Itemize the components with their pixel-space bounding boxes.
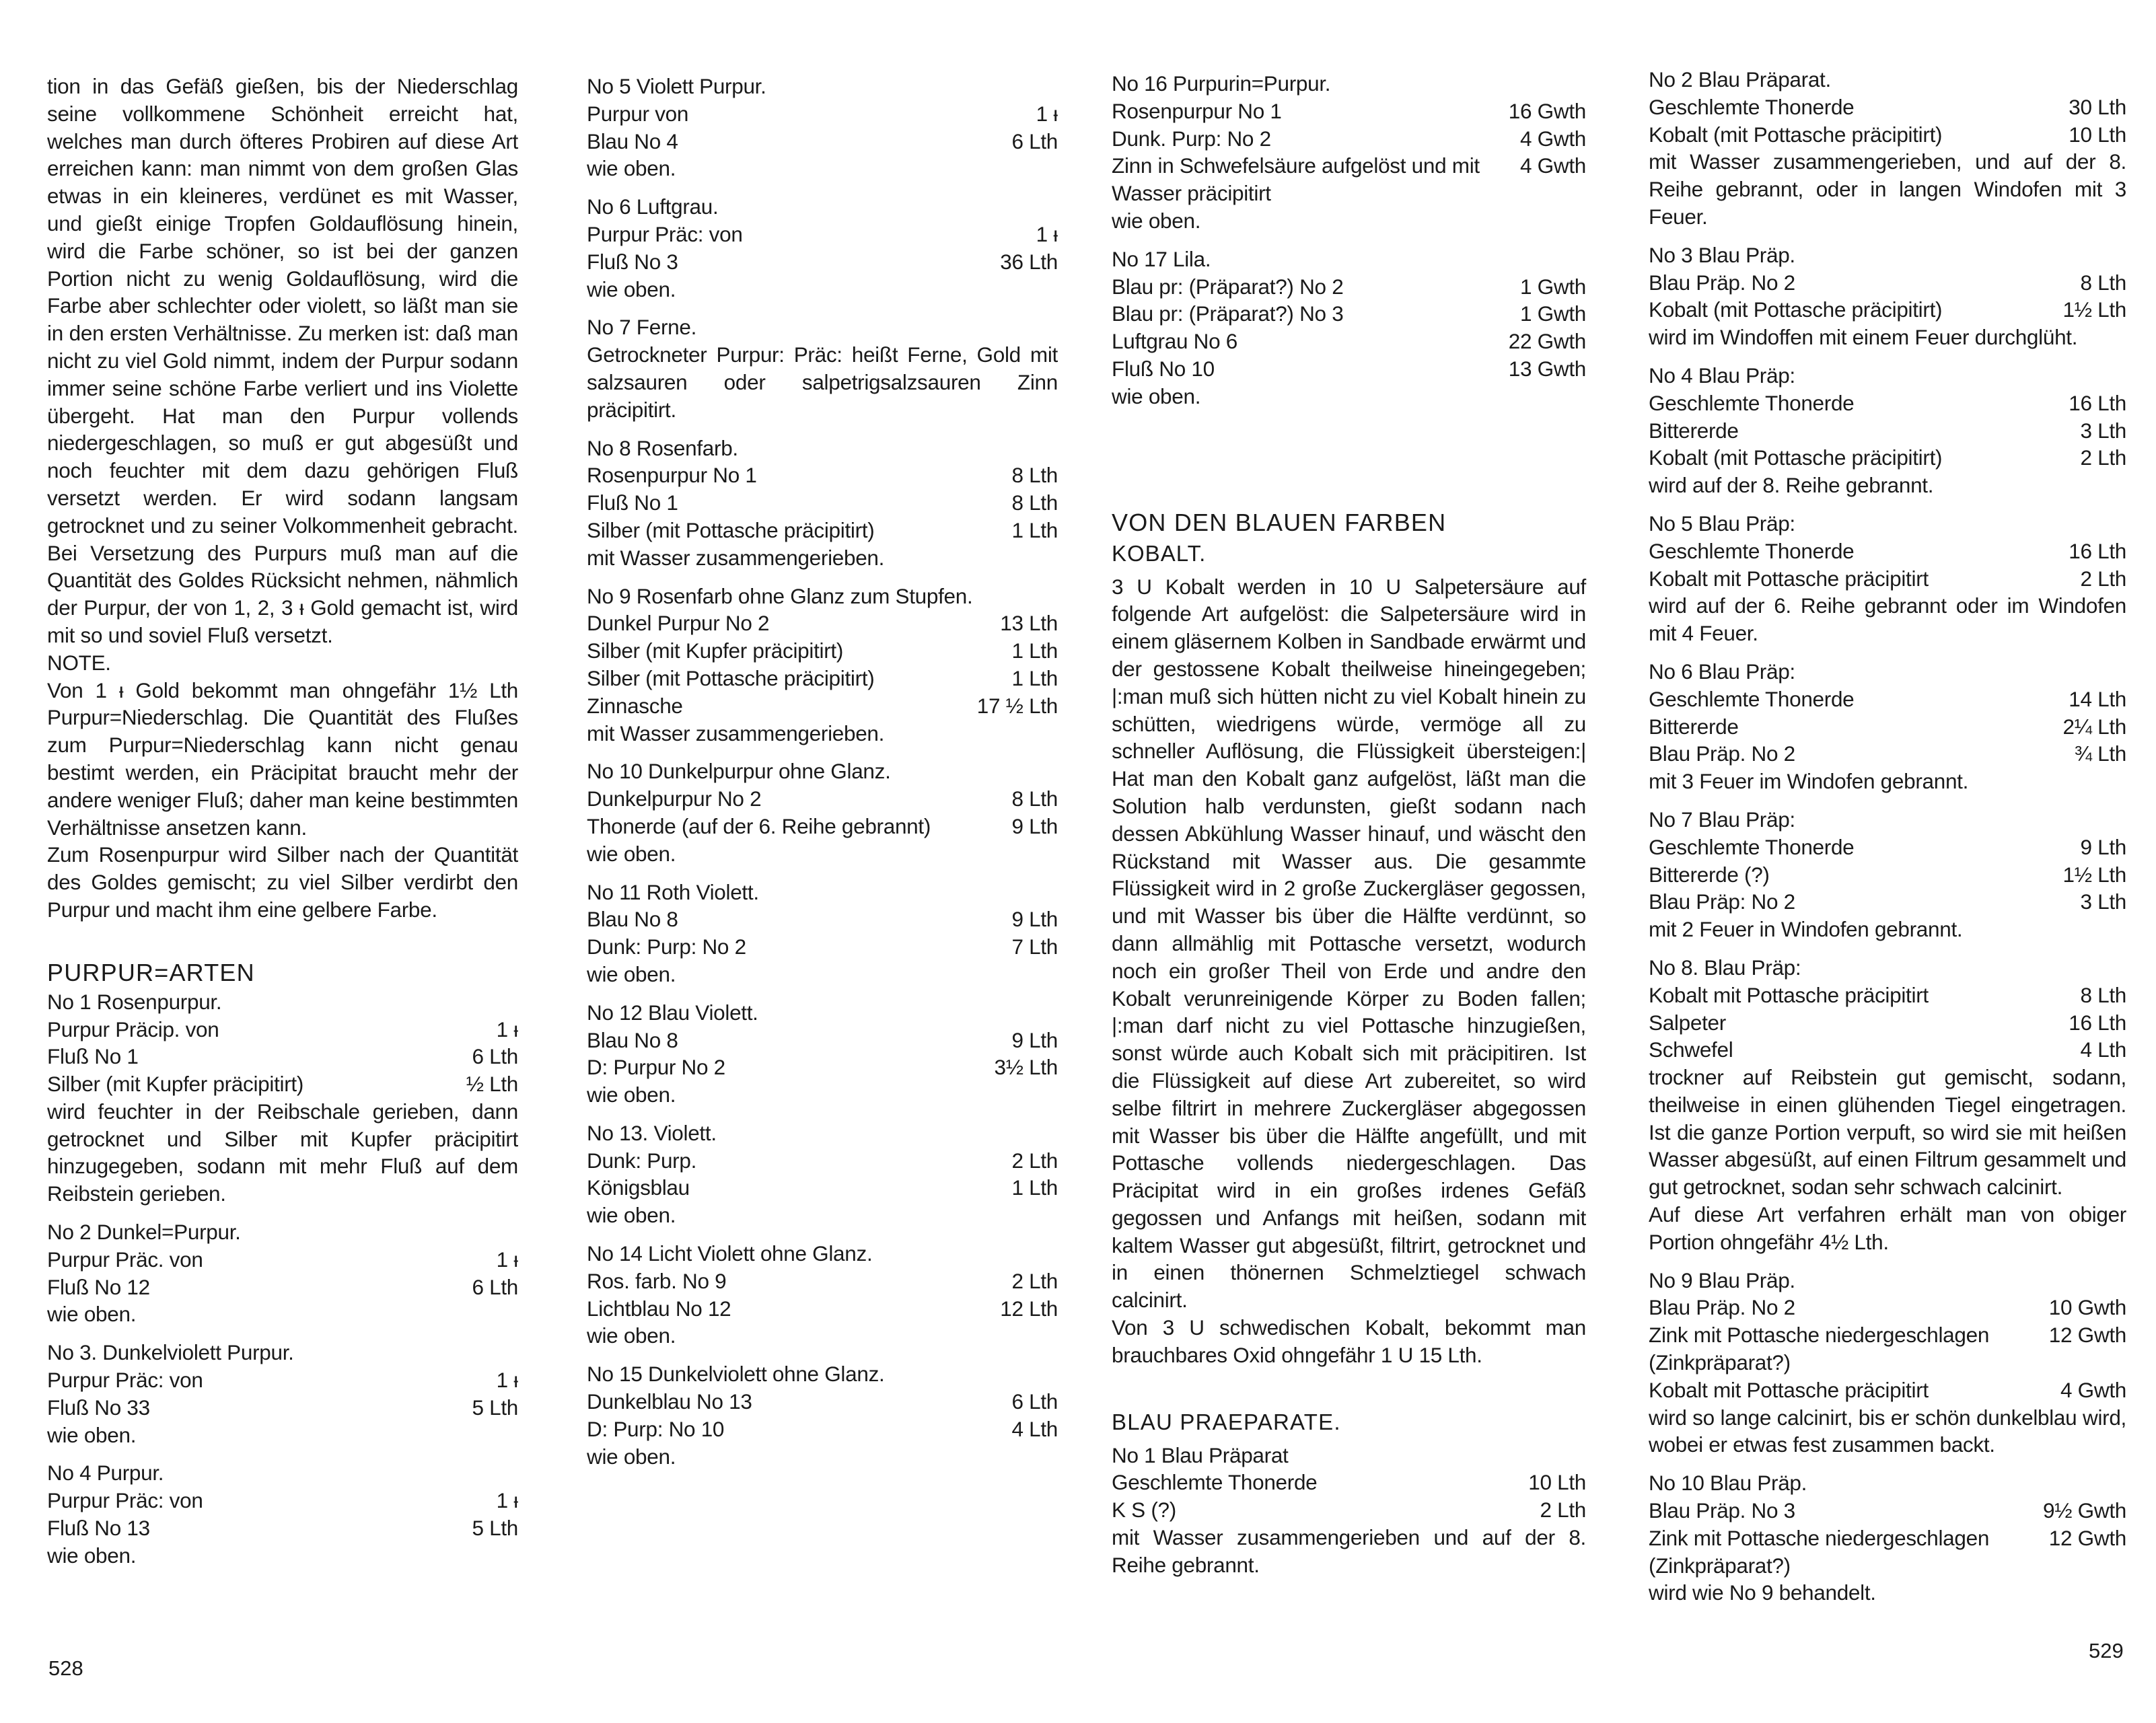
recipe-note: wie oben. (587, 1083, 676, 1107)
ingredient-quantity: 1 Lth (1011, 638, 1058, 663)
ingredient-label: Silber (mit Kupfer präcipitirt) (587, 638, 844, 663)
ingredient-label: Thonerde (auf der 6. Reihe gebrannt) (587, 813, 931, 838)
recipe-list (587, 73, 1058, 1470)
ingredient-quantity: 6 Lth (1011, 129, 1058, 153)
ingredient-quantity: 6 Lth (472, 1274, 518, 1299)
ingredient-row (587, 692, 1058, 720)
recipe-title: No 1 Rosenpurpur. (47, 989, 222, 1014)
ingredient-row (587, 128, 1058, 155)
ingredient-quantity: 13 Gwth (1508, 356, 1586, 381)
recipe-block (1649, 1267, 2126, 1459)
ingredient-row (1649, 538, 2126, 565)
recipe-note: wie oben. (587, 1323, 676, 1348)
ingredient-quantity: 16 Gwth (1508, 98, 1586, 123)
ingredient-quantity: 13 Lth (1000, 611, 1058, 636)
ingredient-row (1649, 982, 2126, 1009)
ingredient-quantity: 1 Lth (1011, 1175, 1058, 1200)
recipe-note: wie oben. (47, 1543, 137, 1568)
ingredient-quantity: 4 Gwth (1520, 153, 1586, 178)
recipe-block (587, 879, 1058, 988)
ingredient-quantity: 17 ½ Lth (976, 693, 1058, 718)
ingredient-row (1112, 125, 1586, 153)
ingredient-quantity: 1 ᵻ (496, 1017, 518, 1041)
ingredient-quantity: 5 Lth (472, 1395, 518, 1420)
ingredient-row (47, 1016, 518, 1043)
ingredient-label: Königsblau (587, 1175, 690, 1200)
recipe-title: No 14 Licht Violett ohne Glanz. (587, 1241, 873, 1266)
ingredient-quantity: 2 Lth (1540, 1498, 1586, 1523)
ingredient-row (1112, 273, 1586, 301)
ingredient-row (1112, 1496, 1586, 1524)
ingredient-quantity: 1 Lth (1011, 517, 1058, 542)
ingredient-quantity: 3 Lth (2080, 889, 2126, 914)
ingredient-quantity: 2 Lth (2080, 445, 2126, 470)
recipe-title: No 7 Ferne. (587, 315, 697, 340)
ingredient-label: Fluß No 1 (47, 1044, 139, 1069)
recipe-title: No 9 Blau Präp. (1649, 1268, 1795, 1292)
ingredient-row (1649, 1497, 2126, 1525)
ingredient-row (1649, 444, 2126, 472)
ingredient-label: Fluß No 33 (47, 1395, 150, 1420)
ingredient-row (1649, 1036, 2126, 1064)
recipe-block (1649, 242, 2126, 351)
ingredient-quantity: 36 Lth (1000, 249, 1058, 274)
recipe-title: No 13. Violett. (587, 1120, 717, 1145)
ingredient-quantity: 1 ᵻ (1036, 221, 1058, 246)
ingredient-quantity: 9 Lth (1011, 813, 1058, 838)
ingredient-quantity: 7 Lth (1011, 934, 1058, 959)
ingredient-quantity: 16 Lth (2069, 390, 2126, 415)
ingredient-label: Blau pr: (Präparat?) No 3 (1112, 301, 1344, 326)
ingredient-quantity: 10 Lth (1528, 1470, 1586, 1495)
ingredient-quantity: 1½ Lth (2062, 862, 2126, 887)
recipe-title: No 9 Rosenfarb ohne Glanz zum Stupfen. (587, 583, 973, 608)
recipe-block (47, 1218, 518, 1328)
recipe-note: mit Wasser zusammengerieben. (587, 545, 885, 570)
ingredient-quantity: 1 Lth (1011, 665, 1058, 690)
ingredient-label: Bittererde (1649, 714, 1739, 739)
ingredient-label: Silber (mit Kupfer präcipitirt) (47, 1072, 304, 1097)
ingredient-row (587, 906, 1058, 933)
ingredient-quantity: ½ Lth (466, 1072, 518, 1097)
ingredient-label: Bittererde (?) (1649, 862, 1770, 887)
ingredient-row (47, 1514, 518, 1542)
recipe-note: wie oben. (587, 1444, 676, 1469)
ingredient-row (587, 221, 1058, 248)
ingredient-row (587, 1416, 1058, 1443)
ingredient-row (587, 489, 1058, 517)
ingredient-label: Dunkel Purpur No 2 (587, 611, 770, 636)
ingredient-label: Bittererde (1649, 418, 1739, 443)
ingredient-quantity: 4 Lth (2080, 1037, 2126, 1062)
ingredient-label: Purpur Präc: von (47, 1368, 203, 1393)
ingredient-label: Purpur Präc: von (47, 1488, 203, 1513)
recipe-note: wie oben. (587, 277, 676, 301)
note-paragraph: Von 1 ᵻ Gold bekommt man ohngefähr 1½ Lth Purpur=Niederschlag. Die Quantität des Flußes zum Purpur=Niederschlag kann nicht genau bestimt werden, ein Präcipitat braucht mehr der andere weniger Fluß; daher man keine bestimmten Verhältnisse ansetzen kann. (47, 677, 518, 840)
recipe-title: No 15 Dunkelviolett ohne Glanz. (587, 1362, 885, 1387)
recipe-block (587, 1360, 1058, 1470)
ingredient-quantity: 1½ Lth (2062, 297, 2126, 322)
ingredient-label: Blau pr: (Präparat?) No 2 (1112, 274, 1344, 299)
note-paragraph-2: Zum Rosenpurpur wird Silber nach der Quantität des Goldes gemischt; zu viel Silber verdirbt den Purpur und macht ihm eine gelbere Farbe. (47, 842, 518, 922)
ingredient-label: Zinnasche (587, 693, 683, 718)
ingredient-row (1649, 1525, 2126, 1580)
ingredient-quantity: 22 Gwth (1508, 329, 1586, 354)
recipe-title: No 17 Lila. (1112, 246, 1211, 271)
recipe-block (587, 758, 1058, 867)
ingredient-row (587, 813, 1058, 840)
ingredient-quantity: 4 Lth (1011, 1416, 1058, 1441)
ingredient-label: Kobalt mit Pottasche präcipitirt (1649, 1377, 1929, 1402)
section-heading-purpur-arten: PURPUR=ARTEN (47, 958, 255, 986)
ingredient-quantity: 9 Lth (1011, 1027, 1058, 1052)
ingredient-label: Blau No 8 (587, 907, 678, 932)
ingredient-label: Geschlemte Thonerde (1649, 686, 1855, 711)
ingredient-quantity: 10 Gwth (2048, 1295, 2126, 1320)
recipe-block (587, 583, 1058, 747)
ingredient-row (1112, 355, 1586, 383)
ingredient-label: Kobalt (mit Pottasche präcipitirt) (1649, 445, 1943, 470)
ingredient-quantity: ¾ Lth (2074, 741, 2126, 766)
ingredient-row (587, 1027, 1058, 1054)
recipe-block (587, 999, 1058, 1109)
ingredient-label: Purpur Präcip. von (47, 1017, 219, 1041)
ingredient-label: Lichtblau No 12 (587, 1296, 731, 1321)
recipe-block (587, 1120, 1058, 1229)
recipe-title: No 6 Blau Präp: (1649, 659, 1795, 684)
recipe-note: wird auf der 8. Reihe gebrannt. (1649, 473, 1934, 498)
ingredient-quantity: 6 Lth (472, 1044, 518, 1069)
ingredient-row (47, 1394, 518, 1422)
left-page-column-1 (47, 73, 518, 1580)
ingredient-quantity: 1 Gwth (1520, 301, 1586, 326)
recipe-title: No 4 Purpur. (47, 1461, 164, 1486)
ingredient-row (587, 933, 1058, 961)
ingredient-row (1649, 1294, 2126, 1321)
ingredient-quantity: 9½ Gwth (2043, 1498, 2126, 1523)
recipe-title: No 7 Blau Präp: (1649, 807, 1795, 832)
ingredient-row (1649, 713, 2126, 741)
recipe-block (1649, 1469, 2126, 1607)
ingredient-row (1649, 861, 2126, 889)
ingredient-label: Fluß No 10 (1112, 356, 1215, 381)
ingredient-quantity: 10 Lth (2069, 122, 2126, 147)
ingredient-label: Blau Präp: No 2 (1649, 889, 1795, 914)
ingredient-row (587, 1147, 1058, 1175)
recipe-note: wie oben. (47, 1422, 137, 1447)
ingredient-quantity: 12 Gwth (2048, 1323, 2126, 1348)
recipe-list (1112, 70, 1586, 410)
recipe-title: No 16 Purpurin=Purpur. (1112, 71, 1331, 96)
recipe-note: mit 2 Feuer in Windofen gebrannt. (1649, 917, 1963, 942)
ingredient-label: Purpur Präc. von (47, 1247, 203, 1272)
recipe-block (1649, 954, 2126, 1256)
section-heading-blaue-farben: VON DEN BLAUEN FARBEN (1112, 508, 1447, 536)
page-number-left: 528 (48, 1656, 83, 1680)
ingredient-row (1649, 94, 2126, 121)
ingredient-row (47, 1366, 518, 1394)
recipe-block (1649, 806, 2126, 943)
ingredient-label: Rosenpurpur No 1 (587, 463, 757, 488)
recipe-block (1649, 362, 2126, 499)
ingredient-label: D: Purp: No 10 (587, 1416, 725, 1441)
ingredient-row (47, 1487, 518, 1514)
recipe-block (1649, 66, 2126, 231)
ingredient-label: Dunk: Purp: No 2 (587, 934, 746, 959)
recipe-block (587, 314, 1058, 423)
ingredient-row (1112, 98, 1586, 125)
ingredient-label: Rosenpurpur No 1 (1112, 98, 1282, 123)
ingredient-row (1649, 269, 2126, 297)
recipe-title: No 2 Blau Präparat. (1649, 67, 1831, 91)
ingredient-row (47, 1274, 518, 1301)
ingredient-row (1649, 1377, 2126, 1404)
ingredient-label: Geschlemte Thonerde (1649, 538, 1855, 563)
ingredient-label: Dunkelblau No 13 (587, 1389, 752, 1414)
recipe-title: No 10 Blau Präp. (1649, 1471, 1807, 1496)
ingredient-label: Blau No 4 (587, 129, 678, 153)
ingredient-label: Fluß No 13 (47, 1516, 150, 1541)
section-heading-blau-praeparate: BLAU PRAEPARATE. (1112, 1409, 1341, 1434)
recipe-block (1112, 70, 1586, 235)
ingredient-label: Kobalt (mit Pottasche präcipitirt) (1649, 122, 1943, 147)
ingredient-label: Geschlemte Thonerde (1649, 390, 1855, 415)
ingredient-row (1649, 417, 2126, 445)
ingredient-label: Fluß No 1 (587, 490, 678, 515)
recipe-title: No 4 Blau Präp: (1649, 363, 1795, 388)
ingredient-row (1649, 1009, 2126, 1037)
ingredient-row (1649, 834, 2126, 861)
ingredient-quantity: 1 ᵻ (1036, 101, 1058, 126)
kobalt-paragraph-2: Von 3 U schwedischen Kobalt, bekommt man brauchbares Oxid ohngefähr 1 U 15 Lth. (1112, 1315, 1586, 1367)
recipe-title: No 5 Blau Präp: (1649, 511, 1795, 536)
ingredient-label: Fluß No 3 (587, 249, 678, 274)
ingredient-quantity: 12 Gwth (2048, 1525, 2126, 1550)
ingredient-quantity: 14 Lth (2069, 686, 2126, 711)
recipe-note: wie oben. (587, 1203, 676, 1228)
ingredient-label: Salpeter (1649, 1010, 1726, 1035)
ingredient-quantity: 1 ᵻ (496, 1247, 518, 1272)
ingredient-quantity: 6 Lth (1011, 1389, 1058, 1414)
ingredient-quantity: 2 Lth (1011, 1268, 1058, 1293)
ingredient-label: Blau Präp. No 2 (1649, 270, 1795, 295)
ingredient-label: Blau No 8 (587, 1027, 678, 1052)
ingredient-row (587, 665, 1058, 692)
ingredient-quantity: 16 Lth (2069, 538, 2126, 563)
recipe-list (1649, 66, 2126, 1607)
recipe-note: wie oben. (1112, 383, 1201, 408)
note-label: NOTE. (47, 650, 111, 675)
ingredient-label: Fluß No 12 (47, 1274, 150, 1299)
recipe-title: No 10 Dunkelpurpur ohne Glanz. (587, 759, 891, 784)
ingredient-label: Blau Präp. No 2 (1649, 1295, 1795, 1320)
ingredient-row (1649, 390, 2126, 417)
ingredient-quantity: 1 ᵻ (496, 1368, 518, 1393)
ingredient-label: D: Purpur No 2 (587, 1055, 725, 1080)
ingredient-row (587, 248, 1058, 276)
ingredient-label: Silber (mit Pottasche präcipitirt) (587, 665, 875, 690)
ingredient-row (587, 517, 1058, 544)
ingredient-label: Dunk: Purp. (587, 1148, 697, 1173)
ingredient-row (1112, 300, 1586, 328)
ingredient-label: Dunkelpurpur No 2 (587, 786, 762, 811)
recipe-note: wird wie No 9 behandelt. (1649, 1580, 1876, 1605)
ingredient-row (1649, 296, 2126, 324)
recipe-block (587, 435, 1058, 572)
ingredient-label: K S (?) (1112, 1498, 1176, 1523)
ingredient-label: Zink mit Pottasche niedergeschlagen (Zinkpräparat?) (1649, 1323, 1990, 1375)
recipe-note: mit Wasser zusammengerieben. (587, 721, 885, 745)
recipe-title: No 2 Dunkel=Purpur. (47, 1220, 241, 1245)
ingredient-quantity: 12 Lth (1000, 1296, 1058, 1321)
recipe-block (47, 1339, 518, 1449)
ingredient-quantity: 8 Lth (2080, 270, 2126, 295)
ingredient-label: Kobalt (mit Pottasche präcipitirt) (1649, 297, 1943, 322)
ingredient-row (1112, 1469, 1586, 1496)
recipe-note: wird im Windoffen mit einem Feuer durchglüht. (1649, 325, 2078, 350)
recipe-note: wie oben. (47, 1302, 137, 1327)
ingredient-row (1649, 565, 2126, 593)
recipe-title: No 3. Dunkelviolett Purpur. (47, 1340, 294, 1365)
ingredient-quantity: 2 Lth (2080, 566, 2126, 591)
ingredient-quantity: 8 Lth (1011, 490, 1058, 515)
ingredient-label: Ros. farb. No 9 (587, 1268, 727, 1293)
ingredient-label: Silber (mit Pottasche präcipitirt) (587, 517, 875, 542)
recipe-title: No 5 Violett Purpur. (587, 74, 766, 98)
recipe-block (1112, 1442, 1586, 1579)
recipe-block (47, 988, 518, 1208)
recipe-note: mit 3 Feuer im Windofen gebrannt. (1649, 769, 1969, 794)
ingredient-quantity: 1 ᵻ (496, 1488, 518, 1513)
page-number-right: 529 (2089, 1639, 2124, 1662)
ingredient-row (587, 100, 1058, 128)
ingredient-label: Zink mit Pottasche niedergeschlagen (Zinkpräparat?) (1649, 1525, 1990, 1578)
recipe-block (1649, 658, 2126, 795)
ingredient-row (1649, 888, 2126, 916)
ingredient-quantity: 1 Gwth (1520, 274, 1586, 299)
ingredient-label: Geschlemte Thonerde (1649, 94, 1855, 119)
recipe-note: wie oben. (1112, 208, 1201, 233)
recipe-note: trockner auf Reibstein gut gemischt, sodann, theilweise in einen glühenden Tiegel eingetragen. Ist die ganze Portion verpuft, so wird sie mit heißen Wasser abgesüßt, auf einen Filtrum gesammelt und gut getrocknet, sodan sehr schwach calcinirt. (1649, 1065, 2126, 1200)
ingredient-label: Luftgrau No 6 (1112, 329, 1237, 354)
ingredient-quantity: 4 Gwth (2060, 1377, 2126, 1402)
ingredient-label: Dunk. Purp: No 2 (1112, 126, 1271, 151)
ingredient-row (587, 1295, 1058, 1323)
kobalt-paragraph: 3 U Kobalt werden in 10 U Salpetersäure auf folgende Art aufgelöst: die Salpetersäure wird in einem gläsernem Kolben in Sandbade erwärmt und der gestossene Kobalt theilweise hineingegeben; |:man muß sich hütten nicht zu viel Kobalt hinein zu schütten, wiedrigens würde, vermöge all zu schneller Auflösung, die Flüssigkeit übersteigen:| Hat man den Kobalt ganz aufgelöst, läßt man die Solution halb verdunsten, gießt sodann nach dessen Abkühlung Wasser hinauf, und wäscht den Rückstand mit Wasser aus. Die gesammte Flüssigkeit wird in 2 große Zuckergläser gegossen, und mit Wasser bis über die Hälfte verdünnt, so dann allmählig mit Pottasche versetzt, wodurch noch ein großer Theil von Erde und andre den Kobalt verunreinigende Körper zu Boden fallen; |:man darf nicht zu viel Pottasche hinzugießen, sonst würde auch Kobalt sich mit präcipitiren. Ist die Flüssigkeit auf diese Art zubereitet, so wird selbe filtrirt in mehrere Zuckergläser abgegossen mit Wasser bis über die Hälfte angefüllt, und mit Pottasche vollends niedergeschlagen. Das Präcipitat wird in ein großes irdenes Gefäß gegossen und Anfangs mit heißen, sodann mit kaltem Wasser gut abgesüßt, filtrirt, getrocknet und in einen thönernen Schmelztiegel schwach calcinirt. (1112, 574, 1586, 1313)
ingredient-row (587, 1388, 1058, 1416)
recipe-list (47, 988, 518, 1570)
recipe-block (1649, 510, 2126, 647)
ingredient-label: Zinn in Schwefelsäure aufgelöst und mit Wasser präcipitirt (1112, 153, 1480, 206)
ingredient-label: Purpur von (587, 101, 689, 126)
recipe-note: mit Wasser zusammengerieben, und auf der 8. Reihe gebrannt, oder in langen Windofen mit 3 Feuer. (1649, 149, 2126, 229)
recipe-note: mit Wasser zusammengerieben und auf der 8. Reihe gebrannt. (1112, 1525, 1586, 1577)
recipe-note: Getrockneter Purpur: Präc: heißt Ferne, Gold mit salzsauren oder salpetrigsalzsauren Zinn präcipitirt. (587, 342, 1058, 422)
ingredient-row (587, 462, 1058, 489)
ingredient-quantity: 4 Gwth (1520, 126, 1586, 151)
ingredient-row (587, 637, 1058, 665)
ingredient-label: Kobalt mit Pottasche präcipitirt (1649, 982, 1929, 1007)
ingredient-row (1649, 1321, 2126, 1377)
recipe-title: No 8. Blau Präp: (1649, 955, 1801, 980)
ingredient-row (47, 1246, 518, 1274)
ingredient-label: Blau Präp. No 2 (1649, 741, 1795, 766)
recipe-note: wie oben. (587, 961, 676, 986)
recipe-block (47, 1459, 518, 1569)
recipe-note: wird feuchter in der Reibschale gerieben, dann getrocknet und Silber mit Kupfer präcipitirt hinzugegeben, sodann mit mehr Fluß auf dem Reibstein gerieben. (47, 1099, 518, 1206)
recipe-note-2: Auf diese Art verfahren erhält man von obiger Portion ohngefähr 4½ Lth. (1649, 1202, 2126, 1254)
recipe-note: wie oben. (587, 841, 676, 866)
ingredient-row (1649, 121, 2126, 149)
ingredient-quantity: 2 Lth (1011, 1148, 1058, 1173)
ingredient-quantity: 16 Lth (2069, 1010, 2126, 1035)
right-page-column-1 (1112, 70, 1586, 1590)
recipe-title: No 3 Blau Präp. (1649, 242, 1795, 267)
recipe-title: No 11 Roth Violett. (587, 879, 759, 904)
ingredient-quantity: 30 Lth (2069, 94, 2126, 119)
ingredient-row (1649, 740, 2126, 768)
ingredient-label: Geschlemte Thonerde (1649, 834, 1855, 859)
ingredient-quantity: 8 Lth (1011, 463, 1058, 488)
ingredient-quantity: 3½ Lth (994, 1055, 1058, 1080)
ingredient-label: Geschlemte Thonerde (1112, 1470, 1318, 1495)
ingredient-row (1649, 686, 2126, 713)
ingredient-row (1112, 328, 1586, 355)
recipe-block (587, 73, 1058, 182)
ingredient-quantity: 8 Lth (1011, 786, 1058, 811)
sub-heading-kobalt: KOBALT. (1112, 540, 1207, 566)
recipe-note: wie oben. (587, 156, 676, 181)
ingredient-quantity: 8 Lth (2080, 982, 2126, 1007)
ingredient-row (587, 785, 1058, 813)
recipe-title: No 8 Rosenfarb. (587, 435, 738, 460)
recipe-note: wird so lange calcinirt, bis er schön dunkelblau wird, wobei er etwas fest zusammen backt. (1649, 1405, 2126, 1457)
left-page-column-2 (587, 73, 1058, 1481)
ingredient-label: Purpur Präc: von (587, 221, 743, 246)
ingredient-row (587, 610, 1058, 637)
ingredient-row (47, 1043, 518, 1070)
ingredient-quantity: 9 Lth (2080, 834, 2126, 859)
recipe-title: No 12 Blau Violett. (587, 1000, 758, 1025)
right-page-column-2 (1649, 66, 2126, 1617)
ingredient-row (587, 1268, 1058, 1295)
recipe-title: No 6 Luftgrau. (587, 194, 719, 219)
ingredient-row (587, 1054, 1058, 1081)
recipe-block (587, 193, 1058, 303)
recipe-block (587, 1240, 1058, 1350)
ingredient-row (1112, 152, 1586, 207)
ingredient-quantity: 3 Lth (2080, 418, 2126, 443)
recipe-list (1112, 1442, 1586, 1579)
ingredient-label: Blau Präp. No 3 (1649, 1498, 1795, 1523)
recipe-note: wird auf der 6. Reihe gebrannt oder im Windofen mit 4 Feuer. (1649, 593, 2126, 646)
ingredient-label: Kobalt mit Pottasche präcipitirt (1649, 566, 1929, 591)
ingredient-row (47, 1070, 518, 1098)
recipe-title: No 1 Blau Präparat (1112, 1442, 1289, 1467)
ingredient-quantity: 2¼ Lth (2062, 714, 2126, 739)
ingredient-quantity: 5 Lth (472, 1516, 518, 1541)
ingredient-row (587, 1174, 1058, 1202)
intro-paragraph: tion in das Gefäß gießen, bis der Niederschlag seine vollkommene Schönheit erreicht hat, welches man durch öfteres Probiren auf diese Art erreichen kann: man nimmt von dem großen Glas etwas in ein kleineres, verdünet es mit Wasser, und gießt einige Tropfen Goldauflösung hinein, wird die Farbe schöner, so ist bei der ganzen Portion nicht zu wenig Goldauflösung, wird die Farbe aber schlechter oder violett, so läßt man sie in den ersten Verhältnisse. Zu merken ist: daß man nicht zu viel Gold nimmt, indem der Purpur sodann immer seine schöne Farbe verliert und ins Violette übergeht. Hat man den Purpur vollends niedergeschlagen, so muß er gut abgesüßt und noch feuchter mit dem dazu gehörigen Fluß versetzt werden. Er wird sodann langsam getrocknet und zu seiner Volkommenheit gebracht. Bei Versetzung des Purpurs muß man auf die Quantität des Goldes Rücksicht nehmen, nähmlich der Purpur, der von 1, 2, 3 ᵻ Gold gemacht ist, wird mit so und soviel Fluß versetzt. (47, 74, 518, 647)
ingredient-label: Schwefel (1649, 1037, 1733, 1062)
ingredient-quantity: 9 Lth (1011, 907, 1058, 932)
recipe-block (1112, 246, 1586, 410)
